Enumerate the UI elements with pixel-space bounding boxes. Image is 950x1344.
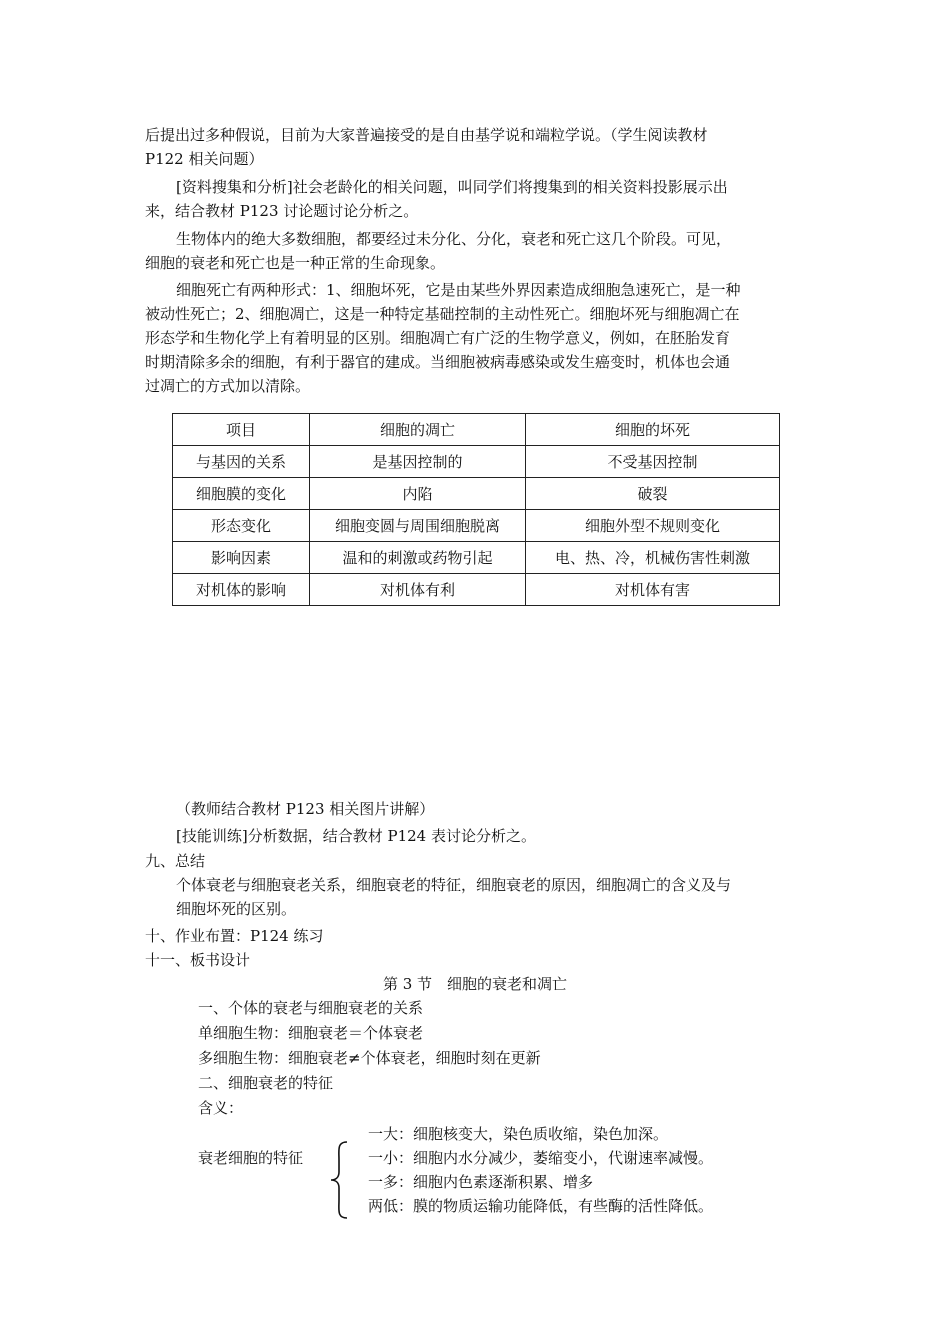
table-cell: 细胞外型不规则变化	[526, 510, 780, 542]
table-cell: 形态变化	[173, 510, 310, 542]
table-header-row	[173, 414, 780, 446]
table-row	[173, 510, 780, 542]
table-cell: 电、热、冷，机械伤害性刺激	[526, 542, 780, 574]
table-header-cell: 细胞的凋亡	[310, 414, 526, 446]
section-heading-homework: 十、作业布置：P124 练习	[145, 927, 324, 945]
table-cell: 不受基因控制	[526, 446, 780, 478]
table-cell: 温和的刺激或药物引起	[310, 542, 526, 574]
table-row	[173, 542, 780, 574]
feature-label: 衰老细胞的特征	[198, 1149, 304, 1167]
table-cell: 是基因控制的	[310, 446, 526, 478]
feature-item: 一多：细胞内色素逐渐积累、增多	[368, 1173, 594, 1191]
skill-training: [技能训练]分析数据，结合教材 P124 表讨论分析之。	[176, 827, 536, 845]
section-heading-board: 十一、板书设计	[145, 951, 251, 969]
feature-item: 一大：细胞核变大，染色质收缩，染色加深。	[368, 1125, 669, 1143]
paragraph-line: P122 相关问题）	[145, 150, 264, 168]
table-cell: 内陷	[310, 478, 526, 510]
table-cell: 破裂	[526, 478, 780, 510]
table-cell: 影响因素	[173, 542, 310, 574]
paragraph-line: 细胞死亡有两种形式：1、细胞坏死，它是由某些外界因素造成细胞急速死亡，是一种	[176, 281, 741, 299]
board-line: 二、细胞衰老的特征	[198, 1074, 334, 1092]
board-line: 多细胞生物：细胞衰老≠个体衰老，细胞时刻在更新	[198, 1049, 541, 1067]
paragraph-line: 生物体内的绝大多数细胞，都要经过未分化、分化，衰老和死亡这几个阶段。可见，	[176, 230, 732, 248]
board-line: 一、个体的衰老与细胞衰老的关系	[198, 999, 424, 1017]
table-cell: 对机体有利	[310, 574, 526, 606]
table-cell: 与基因的关系	[173, 446, 310, 478]
summary-text: 个体衰老与细胞衰老关系，细胞衰老的特征，细胞衰老的原因，细胞凋亡的含义及与	[176, 876, 732, 894]
paragraph-line: 被动性死亡；2、细胞凋亡，这是一种特定基础控制的主动性死亡。细胞坏死与细胞凋亡在	[145, 305, 740, 323]
table-cell: 细胞变圆与周围细胞脱离	[310, 510, 526, 542]
board-line: 单细胞生物：细胞衰老＝个体衰老	[198, 1024, 424, 1042]
paragraph-line: 时期清除多余的细胞，有利于器官的建成。当细胞被病毒感染或发生癌变时，机体也会通	[145, 353, 731, 371]
section-heading-summary: 九、总结	[145, 852, 206, 870]
comparison-table	[172, 413, 780, 606]
teacher-note: （教师结合教材 P123 相关图片讲解）	[176, 800, 435, 818]
curly-brace-icon	[325, 1140, 355, 1220]
table-header-cell: 细胞的坏死	[526, 414, 780, 446]
feature-item: 一小：细胞内水分减少，萎缩变小，代谢速率减慢。	[368, 1149, 714, 1167]
paragraph-line: 来，结合教材 P123 讨论题讨论分析之。	[145, 202, 419, 220]
table-header-cell: 项目	[173, 414, 310, 446]
table-row	[173, 478, 780, 510]
paragraph-line: 后提出过多种假说，目前为大家普遍接受的是自由基学说和端粒学说。（学生阅读教材	[145, 126, 708, 144]
table-cell: 对机体的影响	[173, 574, 310, 606]
board-title: 第 3 节 细胞的衰老和凋亡	[382, 975, 568, 993]
paragraph-line: [资料搜集和分析]社会老龄化的相关问题，叫同学们将搜集到的相关资料投影展示出	[176, 178, 728, 196]
table-cell: 对机体有害	[526, 574, 780, 606]
summary-text: 细胞坏死的区别。	[176, 900, 297, 918]
table-row	[173, 446, 780, 478]
board-line: 含义：	[198, 1099, 244, 1117]
table-cell: 细胞膜的变化	[173, 478, 310, 510]
paragraph-line: 细胞的衰老和死亡也是一种正常的生命现象。	[145, 254, 446, 272]
table-row	[173, 574, 780, 606]
paragraph-line: 形态学和生物化学上有着明显的区别。细胞凋亡有广泛的生物学意义，例如，在胚胎发育	[145, 329, 731, 347]
feature-item: 两低：膜的物质运输功能降低，有些酶的活性降低。	[368, 1197, 714, 1215]
paragraph-line: 过凋亡的方式加以清除。	[145, 377, 311, 395]
